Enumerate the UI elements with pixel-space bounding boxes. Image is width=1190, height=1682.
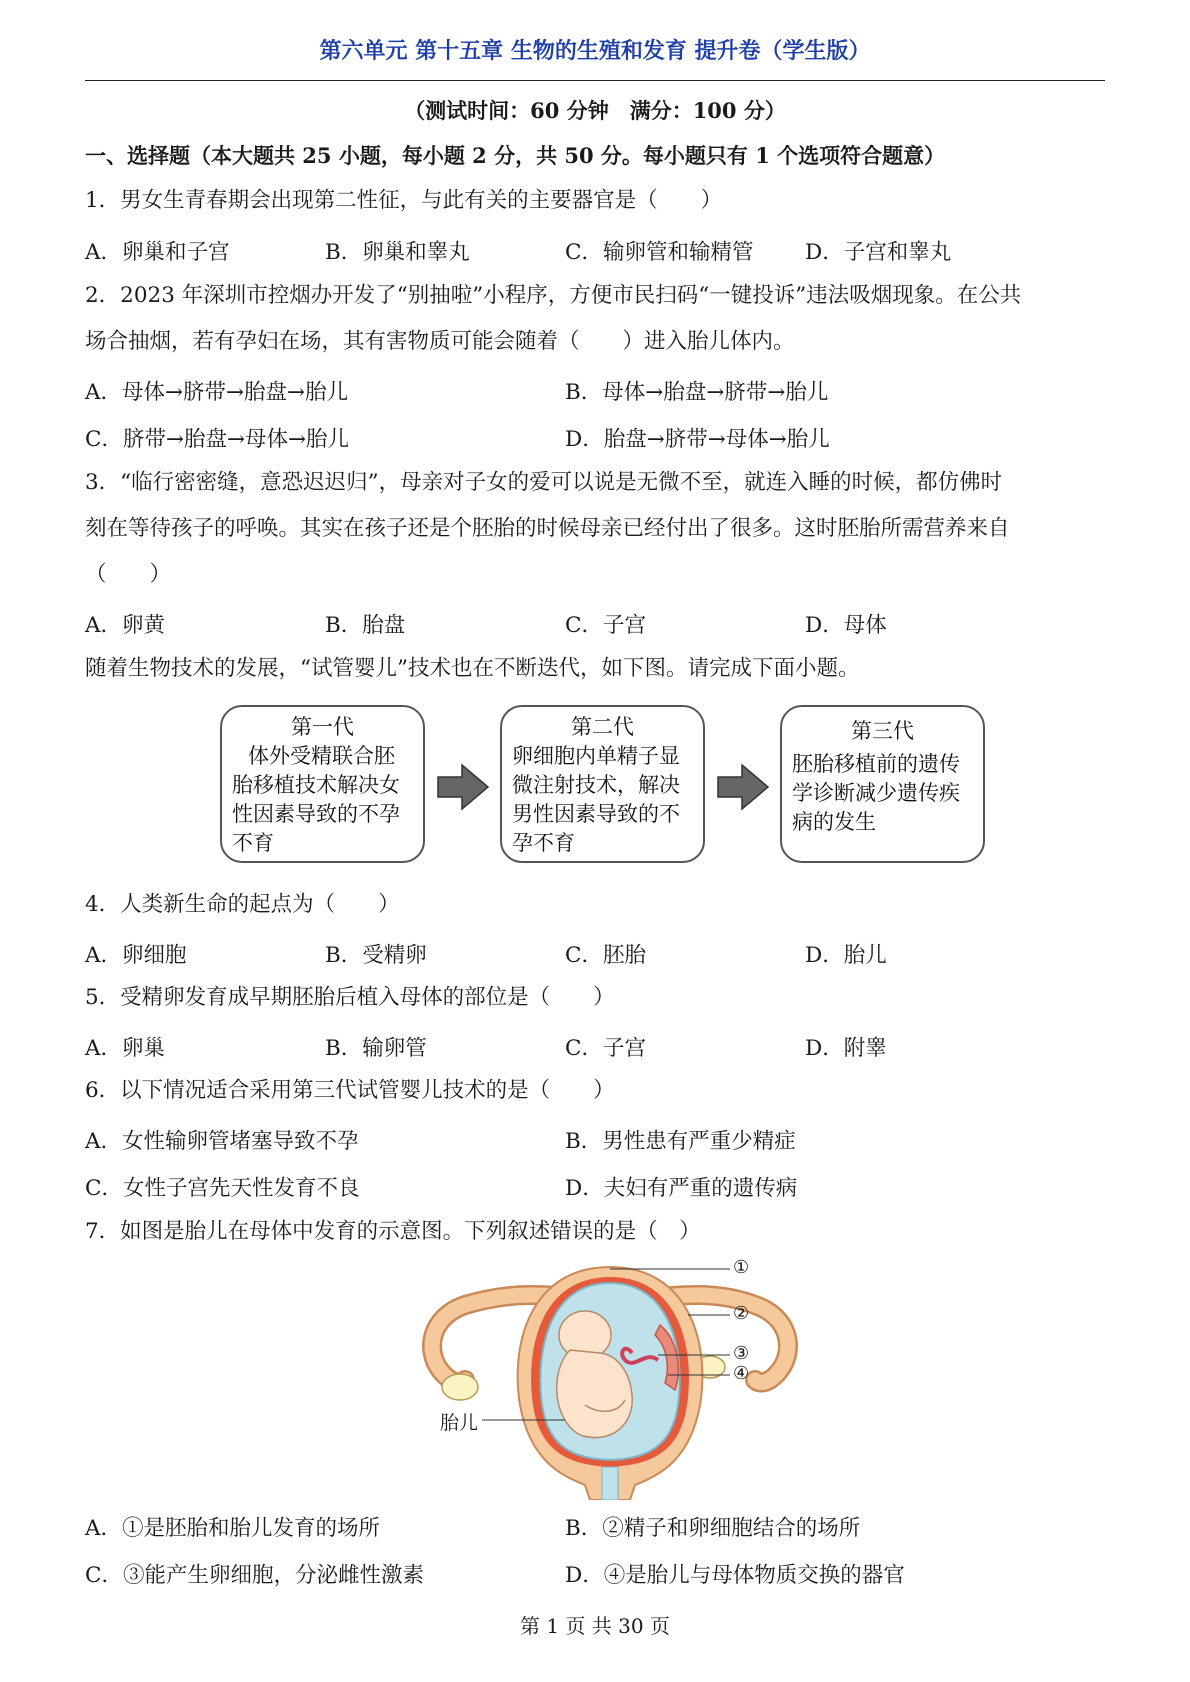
flowchart-gen3-title: 第三代	[851, 719, 914, 743]
q7-option-d[interactable]: D．④是胎儿与母体物质交换的器官	[565, 1563, 905, 1588]
q7-option-c[interactable]: C．③能产生卵细胞，分泌雌性激素	[85, 1563, 424, 1588]
page-footer: 第 1 页 共 30 页	[520, 1614, 670, 1638]
flowchart-arrow-right-icon	[436, 763, 490, 811]
question-7-stem: 7．如图是胎儿在母体中发育的示意图。下列叙述错误的是（ ）	[85, 1219, 701, 1244]
page-header: 第六单元 第十五章 生物的生殖和发育 提升卷（学生版）	[319, 38, 871, 64]
q3-option-c[interactable]: C．子宫	[565, 613, 646, 638]
flowchart-gen1-line: 胎移植技术解决女	[232, 773, 400, 797]
section-title: 一、选择题（本大题共 25 小题，每小题 2 分，共 50 分。每小题只有 1 个选项符合题意）	[85, 143, 946, 168]
q1-option-b[interactable]: B．卵巢和睾丸	[325, 240, 470, 265]
flowchart-gen3-line: 病的发生	[792, 810, 876, 834]
diagram-label-4: ④	[733, 1363, 750, 1384]
question-3-stem-line1: 3．“临行密密缝，意恐迟迟归”，母亲对子女的爱可以说是无微不至，就连入睡的时候，都仿佛时	[85, 470, 1003, 495]
q6-option-b[interactable]: B．男性患有严重少精症	[565, 1129, 796, 1154]
left-ovary	[442, 1374, 478, 1400]
q1-option-c[interactable]: C．输卵管和输精管	[565, 240, 754, 265]
q3-option-a[interactable]: A．卵黄	[85, 613, 166, 638]
flowchart-box-gen2	[500, 705, 705, 863]
question-5-stem: 5．受精卵发育成早期胚胎后植入母体的部位是（ ）	[85, 985, 615, 1010]
flowchart-gen3-line: 学诊断减少遗传疾	[792, 781, 960, 805]
diagram-label-fetus: 胎儿	[440, 1412, 479, 1434]
q6-option-d[interactable]: D．夫妇有严重的遗传病	[565, 1176, 798, 1201]
q2-option-b[interactable]: B．母体→胎盘→脐带→胎儿	[565, 380, 829, 405]
q1-option-d[interactable]: D．子宫和睾丸	[805, 240, 952, 265]
header-rule	[85, 80, 1105, 81]
question-3-stem-line3: （ ）	[85, 562, 172, 587]
flowchart-gen2-line: 孕不育	[512, 831, 575, 855]
q6-option-a[interactable]: A．女性输卵管堵塞导致不孕	[85, 1129, 359, 1154]
question-1-stem: 1．男女生青春期会出现第二性征，与此有关的主要器官是（ ）	[85, 188, 723, 213]
question-2-stem-line1: 2．2023 年深圳市控烟办开发了“别抽啦”小程序，方便市民扫码“一键投诉”违法吸烟现象。在公共	[85, 283, 1022, 308]
q7-option-a[interactable]: A．①是胚胎和胎儿发育的场所	[85, 1516, 381, 1541]
flowchart-gen1-title: 第一代	[291, 715, 354, 739]
flowchart-box-gen3	[780, 705, 985, 863]
q7-option-b[interactable]: B．②精子和卵细胞结合的场所	[565, 1516, 861, 1541]
q4-option-d[interactable]: D．胎儿	[805, 943, 887, 968]
question-3-stem-line2: 刻在等待孩子的呼唤。其实在孩子还是个胚胎的时候母亲已经付出了很多。这时胚胎所需营养来自	[85, 516, 1010, 541]
flowchart-gen1-line: 不育	[232, 831, 274, 855]
diagram-label-2: ②	[733, 1303, 750, 1324]
q4-option-b[interactable]: B．受精卵	[325, 943, 427, 968]
passage-text: 随着生物技术的发展，“试管婴儿”技术也在不断迭代，如下图。请完成下面小题。	[85, 656, 860, 681]
flowchart-gen2-line: 卵细胞内单精子显	[512, 744, 680, 768]
flowchart-gen2-title: 第二代	[571, 715, 634, 739]
q2-option-d[interactable]: D．胎盘→脐带→母体→胎儿	[565, 427, 830, 452]
flowchart-gen1-line: 性因素导致的不孕	[232, 802, 400, 826]
q3-option-d[interactable]: D．母体	[805, 613, 887, 638]
q6-option-c[interactable]: C．女性子宫先天性发育不良	[85, 1176, 360, 1201]
diagram-label-3: ③	[733, 1343, 750, 1364]
flowchart-gen3-line: 胚胎移植前的遗传	[792, 752, 960, 776]
q4-option-a[interactable]: A．卵细胞	[85, 943, 187, 968]
q2-option-a[interactable]: A．母体→脐带→胎盘→胎儿	[85, 380, 349, 405]
flowchart-gen1-line: 体外受精联合胚	[248, 744, 395, 768]
flowchart-gen2-line: 微注射技术，解决	[512, 773, 680, 797]
question-4-stem: 4．人类新生命的起点为（ ）	[85, 892, 400, 917]
flowchart-box-gen1	[220, 705, 425, 863]
diagram-label-1: ①	[733, 1257, 750, 1278]
question-2-stem-line2: 场合抽烟，若有孕妇在场，其有害物质可能会随着（ ）进入胎儿体内。	[85, 329, 795, 354]
q4-option-c[interactable]: C．胚胎	[565, 943, 646, 968]
flowchart-gen2-line: 男性因素导致的不	[512, 802, 680, 826]
q5-option-c[interactable]: C．子宫	[565, 1036, 646, 1061]
flowchart-arrow-right-icon	[716, 763, 770, 811]
q2-option-c[interactable]: C．脐带→胎盘→母体→胎儿	[85, 427, 349, 452]
q5-option-d[interactable]: D．附睾	[805, 1036, 887, 1061]
test-info: （测试时间：60 分钟 满分：100 分）	[404, 98, 786, 123]
q3-option-b[interactable]: B．胎盘	[325, 613, 406, 638]
q5-option-b[interactable]: B．输卵管	[325, 1036, 427, 1061]
q1-option-a[interactable]: A．卵巢和子宫	[85, 240, 230, 265]
q5-option-a[interactable]: A．卵巢	[85, 1036, 166, 1061]
question-6-stem: 6．以下情况适合采用第三代试管婴儿技术的是（ ）	[85, 1078, 615, 1103]
